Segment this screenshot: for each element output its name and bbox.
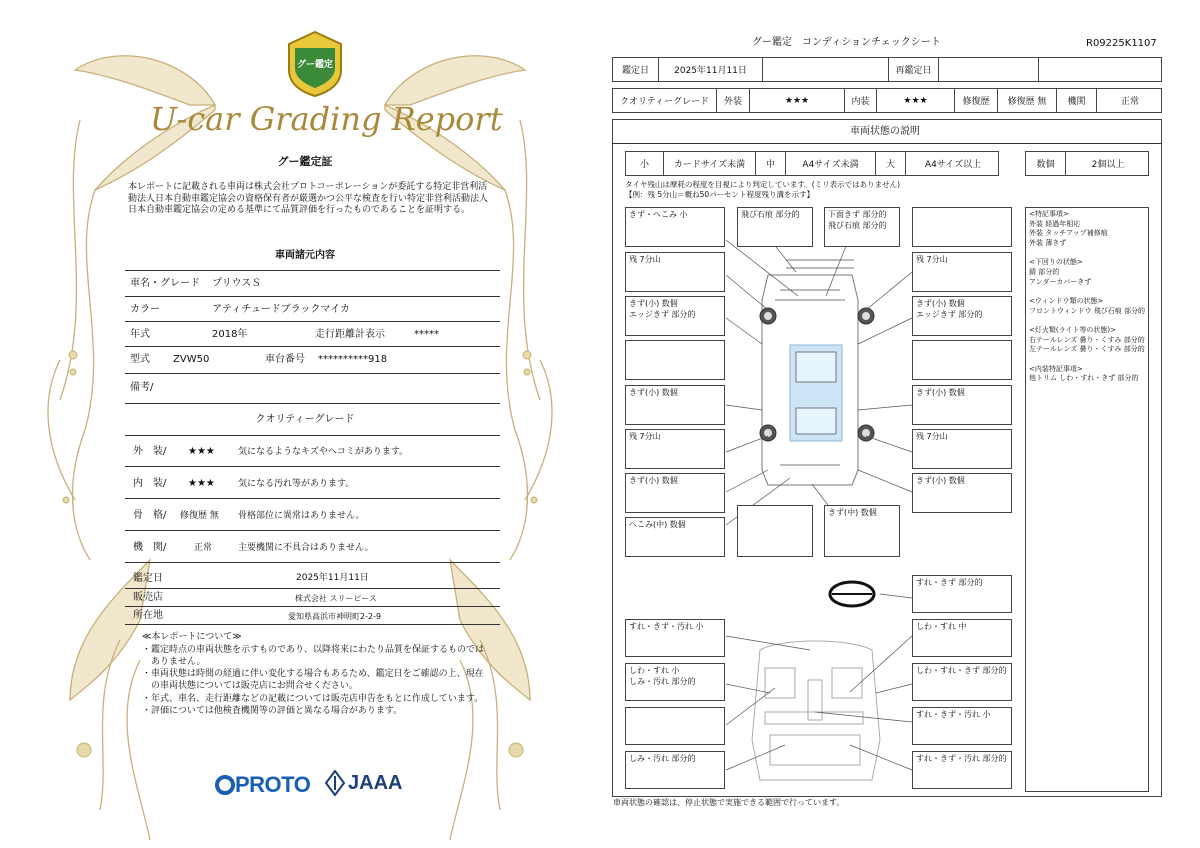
note-box: 残 7分山 xyxy=(625,252,725,292)
special-note-line: フロントウィンドウ 飛び石痕 部分的 xyxy=(1029,306,1146,315)
interior-label: 内装 xyxy=(845,89,877,112)
exterior-stars: ★★★ xyxy=(188,446,215,457)
date-label: 鑑定日 xyxy=(133,573,163,584)
size-mid: 中 xyxy=(756,152,786,175)
certificate-heading: グー鑑定証 xyxy=(277,155,333,168)
condition-heading: 車両状態の説明 xyxy=(850,126,920,137)
note-box: 残 7分山 xyxy=(912,429,1012,469)
note-box: きず(小) 数個 xyxy=(912,473,1012,513)
size-small: 小 xyxy=(626,152,664,175)
address-value: 愛知県高浜市神明町2-2-9 xyxy=(288,612,382,621)
mileage-label: 走行距離計表示 xyxy=(315,329,385,340)
frame-comment: 骨格部位に異常はありません。 xyxy=(238,511,365,521)
jaaa-mark-icon xyxy=(325,770,345,796)
interior-stars: ★★★ xyxy=(877,89,955,112)
sheet-title: グー鑑定 コンディションチェックシート xyxy=(752,37,941,48)
note-box: きず(小) 数個 xyxy=(912,385,1012,425)
remarks-label: 備考/ xyxy=(130,382,154,393)
note-box: すれ・きず・汚れ 小 xyxy=(912,707,1012,745)
certificate-intro: 本レポートに記載される車両は株式会社プロトコーポレーションが委託する特定非営利活動法人日本自動車鑑定協会の資格保有者が厳選かつ公平な検査を行い特定非営利活動法人日本自動車鑑定協会の定める基準にて品質評価を行ったものであることを証明する。 xyxy=(128,182,489,216)
color-label: カラー xyxy=(130,304,160,315)
note-box: へこみ(中) 数個 xyxy=(625,517,725,557)
engine-label: 機 関/ xyxy=(133,542,167,553)
frame-value: 修復歴 無 xyxy=(180,511,219,521)
note-box: しみ・汚れ 部分的 xyxy=(625,751,725,789)
about-item: ・ 車両状態は時間の経過に伴い変化する場合もあるため、鑑定日をご確認の上、現在の車両状態については販売店にお問合せください。 xyxy=(142,669,484,692)
exterior-label: 外 装/ xyxy=(133,446,167,457)
count-desc: 2個以上 xyxy=(1091,160,1125,170)
note-box: しわ・すれ・きず 部分的 xyxy=(912,663,1012,701)
note-box: しわ・すれ 小 しみ・汚れ 部分的 xyxy=(625,663,725,701)
shop-value: 株式会社 スリーピース xyxy=(295,594,377,603)
size-large-desc: A4サイズ以上 xyxy=(924,160,982,170)
date-value: 2025年11月11日 xyxy=(296,573,369,583)
special-note-line: <下回りの状態> xyxy=(1029,258,1083,267)
chassis-value: **********918 xyxy=(318,354,388,365)
tire-note: タイヤ残山は摩耗の程度を目視により判定しています。(ミリ表示ではありません) xyxy=(625,180,901,189)
emblem-label: グー鑑定 xyxy=(296,60,333,70)
special-note-line: 外装 タッチアップ補修痕 xyxy=(1029,229,1108,238)
size-large: 大 xyxy=(876,152,906,175)
interior-label: 内 装/ xyxy=(133,478,167,489)
goo-emblem xyxy=(285,30,345,98)
note-box: すれ・きず・汚れ 小 xyxy=(625,619,725,657)
note-box: きず(中) 数個 xyxy=(824,505,900,557)
quality-label: クオリティーグレード xyxy=(613,89,717,112)
note-box: きず(小) 数個 xyxy=(625,473,725,513)
note-box: 残 7分山 xyxy=(912,252,1012,292)
about-heading: ≪本レポートについて≫ xyxy=(142,632,242,642)
chassis-label: 車台番号 xyxy=(265,354,305,365)
address-label: 所在地 xyxy=(133,610,163,621)
special-note-line: 外装 薄きず xyxy=(1029,238,1067,247)
year-label: 年式 xyxy=(130,329,150,340)
special-note-line: アンダーカバーきず xyxy=(1029,277,1092,286)
report-id: R09225K1107 xyxy=(1086,38,1157,49)
note-box: すれ・きず・汚れ 部分的 xyxy=(912,751,1012,789)
frame-label: 骨 格/ xyxy=(133,510,167,521)
car-name-label: 車名・グレード xyxy=(130,278,200,289)
car-name-value: プリウスＳ xyxy=(212,278,262,289)
jaaa-logo: JAAA xyxy=(325,770,402,796)
note-box: きず・へこみ 小 xyxy=(625,207,725,247)
special-note-line: <灯火類(ライト等の状態)> xyxy=(1029,325,1116,334)
repair-value: 修復歴 無 xyxy=(998,89,1057,112)
quality-heading: クオリティーグレード xyxy=(255,414,355,425)
mileage-value: ***** xyxy=(414,329,439,340)
reinspect-label: 再鑑定日 xyxy=(889,58,939,81)
note-box xyxy=(625,707,725,745)
special-note-line: 他トリム しわ・すれ・きず 部分的 xyxy=(1029,374,1139,383)
exterior-stars: ★★★ xyxy=(750,89,845,112)
special-note-line: <ウィンドウ類の状態> xyxy=(1029,296,1104,305)
note-box: きず(小) 数個 xyxy=(625,385,725,425)
tire-example: 【例：残 5分山＝概ね50パーセント程度残り溝を示す】 xyxy=(625,190,815,199)
engine-value: 正常 xyxy=(194,543,213,553)
model-value: ZVW50 xyxy=(173,354,210,365)
note-box: 残 7分山 xyxy=(625,429,725,469)
sheet-footer: 車両状態の確認は、停止状態で実施できる範囲で行っています。 xyxy=(613,798,845,807)
proto-mark-icon xyxy=(215,774,235,796)
exterior-comment: 気になるようなキズやヘコミがあります。 xyxy=(238,447,409,457)
engine-comment: 主要機関に不具合はありません。 xyxy=(238,543,374,553)
note-box: 飛び石痕 部分的 xyxy=(737,207,813,247)
size-small-desc: カードサイズ未満 xyxy=(664,152,756,175)
shop-label: 販売店 xyxy=(133,592,163,603)
interior-comment: 気になる汚れ等があります。 xyxy=(238,479,355,489)
note-box: 下面きず 部分的 飛び石痕 部分的 xyxy=(824,207,900,247)
exterior-label: 外装 xyxy=(717,89,750,112)
condition-sheet xyxy=(600,0,1200,848)
date-label: 鑑定日 xyxy=(613,58,659,81)
year-value: 2018年 xyxy=(212,329,248,340)
engine-label: 機関 xyxy=(1057,89,1097,112)
special-note-line: <特記事項> xyxy=(1029,210,1069,218)
note-box: すれ・きず 部分的 xyxy=(912,575,1012,613)
model-label: 型式 xyxy=(130,354,150,365)
note-box: きず(小) 数個 エッジきず 部分的 xyxy=(912,296,1012,336)
engine-value: 正常 xyxy=(1120,97,1139,107)
repair-label: 修復歴 xyxy=(955,89,998,112)
about-item: ・ 鑑定時点の車両状態を示すものであり、以降将来にわたり品質を保証するものではありません。 xyxy=(142,645,485,667)
note-box: しわ・すれ 中 xyxy=(912,619,1012,657)
date-value: 2025年11月11日 xyxy=(659,58,763,81)
count-label: 数個 xyxy=(1026,152,1066,175)
special-note-line: 左テールレンズ 曇り・くすみ 部分的 xyxy=(1029,345,1145,354)
specs-heading: 車両諸元内容 xyxy=(275,250,335,261)
interior-stars: ★★★ xyxy=(188,478,215,489)
about-list xyxy=(142,645,492,718)
about-item: ・ 評価については他検査機関等の評価と異なる場合があります。 xyxy=(142,706,403,717)
report-title: U-car Grading Report xyxy=(150,100,503,138)
proto-logo: PROTO xyxy=(215,772,310,798)
special-note-line: <内装特記事項> xyxy=(1029,364,1083,373)
about-item: ・ 年式、車名、走行距離などの記載については販売店申告をもとに作成しています。 xyxy=(142,693,484,704)
size-mid-desc: A4サイズ未満 xyxy=(786,152,876,175)
special-note-line: 錆 部分的 xyxy=(1029,267,1060,276)
color-value: アティチュードブラックマイカ xyxy=(212,304,350,315)
special-note-line: 外装 経過年相応 xyxy=(1029,219,1081,228)
note-box: きず(小) 数個 エッジきず 部分的 xyxy=(625,296,725,336)
special-note-line: 右テールレンズ 曇り・くすみ 部分的 xyxy=(1029,335,1145,344)
